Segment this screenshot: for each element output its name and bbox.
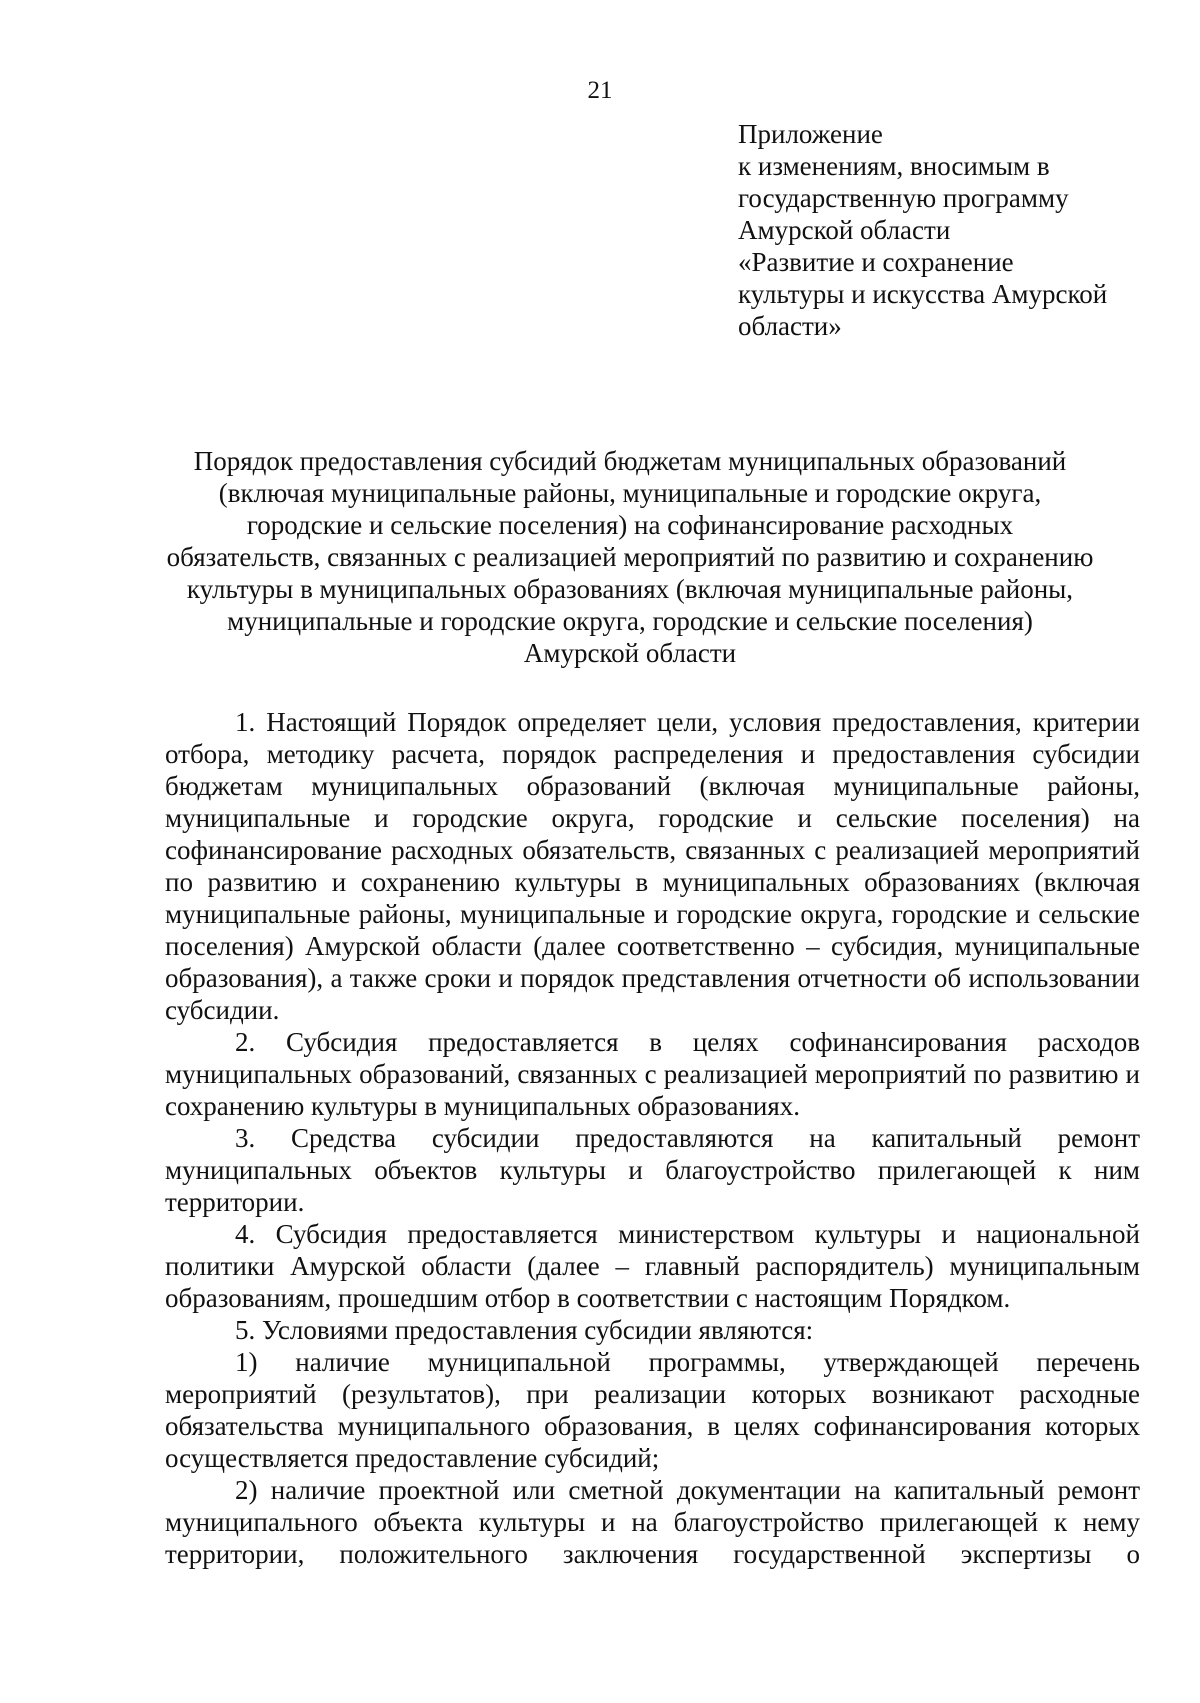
appendix-line: к изменениям, вносимым в	[738, 151, 1050, 181]
appendix-line: Амурской области	[738, 215, 951, 245]
appendix-line: области»	[738, 311, 842, 341]
title-line: культуры в муниципальных образованиях (включая муниципальные районы,	[186, 574, 1074, 604]
appendix-line: культуры и искусства Амурской	[738, 279, 1108, 309]
paragraph-5: 5. Условиями предоставления субсидии являются:	[235, 1315, 814, 1345]
title-line: обязательств, связанных с реализацией мероприятий по развитию и сохранению	[166, 542, 1094, 572]
title-line: Порядок предоставления субсидий бюджетам муниципальных образований	[193, 446, 1067, 476]
paragraph-1: 1. Настоящий Порядок определяет цели, условия предоставления, критерии отбора, методику расчета, порядок распределения и предоставления субсидии бюджетам муниципальных образований (включая муниципальные районы, муниципальные и городские округа, городские и сельские поселения) на софинансирование расходных обязательств, связанных с реализацией мероприятий по развитию и сохранению культуры в муниципальных образованиях (включая муниципальные районы, муниципальные и городские округа, городские и сельские поселения) Амурской области (далее соответственно – субсидия, муниципальные образования), а также сроки и порядок представления отчетности об использовании субсидии.	[165, 707, 1140, 1025]
paragraph-5-item-1: 1) наличие муниципальной программы, утверждающей перечень мероприятий (результатов), при реализации которых возникают расходные обязательства муниципального образования, в целях софинансирования которых осуществляется предоставление субсидий;	[165, 1347, 1140, 1473]
appendix-header	[738, 118, 1168, 342]
appendix-line: Приложение	[738, 119, 883, 149]
appendix-line: «Развитие и сохранение	[738, 247, 1014, 277]
document-title	[150, 445, 1110, 669]
paragraph-3: 3. Средства субсидии предоставляются на капитальный ремонт муниципальных объектов культуры и благоустройство прилегающей к ним территории.	[165, 1123, 1140, 1217]
paragraph-2: 2. Субсидия предоставляется в целях софинансирования расходов муниципальных образований, связанных с реализацией мероприятий по развитию и сохранению культуры в муниципальных образованиях.	[165, 1027, 1140, 1121]
title-line: Амурской области	[523, 638, 737, 668]
document-body	[165, 706, 1140, 1570]
paragraph-4: 4. Субсидия предоставляется министерством культуры и национальной политики Амурской области (далее – главный распорядитель) муниципальным образованиям, прошедшим отбор в соответствии с настоящим Порядком.	[165, 1219, 1140, 1313]
title-line: (включая муниципальные районы, муниципальные и городские округа,	[218, 478, 1042, 508]
page-number: 21	[587, 77, 613, 104]
paragraph-5-item-2: 2) наличие проектной или сметной документации на капитальный ремонт муниципального объекта культуры и на благоустройство прилегающей к нему территории, положительного заключения государственной экспертизы о	[165, 1475, 1140, 1569]
title-line: муниципальные и городские округа, городские и сельские поселения)	[227, 606, 1033, 636]
title-line: городские и сельские поселения) на софинансирование расходных	[246, 510, 1014, 540]
appendix-line: государственную программу	[738, 183, 1069, 213]
